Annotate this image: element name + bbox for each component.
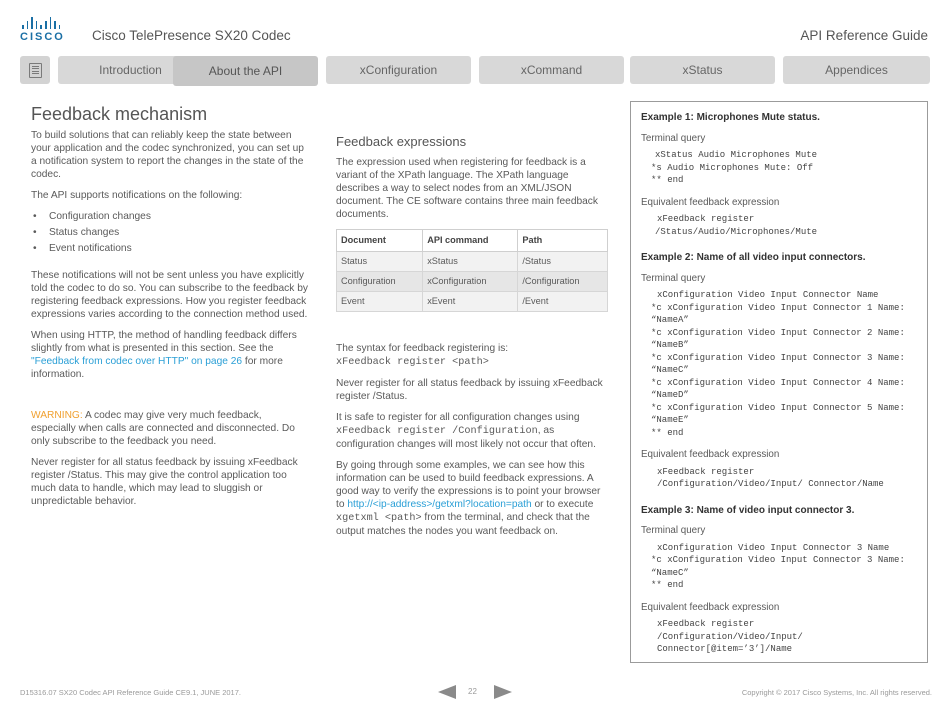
examples-paragraph <box>336 459 611 538</box>
safe-text-b: , as configuration changes will most likely not occur that often. <box>336 425 596 450</box>
equivalent-label: Equivalent feedback expression <box>641 449 780 460</box>
table-cell: xEvent <box>423 292 518 312</box>
code-line: xStatus Audio Microphones Mute <box>655 150 818 160</box>
product-title: Cisco TelePresence SX20 Codec <box>92 28 291 43</box>
example-3 <box>641 505 917 656</box>
intro-paragraph: To build solutions that can reliably keep the state between your application and the codec synchronized, you can set up a notification system to report the changes in the state of the codec. <box>31 130 304 180</box>
code-line: ** end <box>651 580 684 590</box>
examples-text-a: By going through some examples, we can see how this information can be used to build feedback expressions. A good way to verify the expressions is to point your browser to <box>336 460 601 510</box>
tab-about-the-api[interactable]: About the API <box>173 56 318 86</box>
terminal-query-label: Terminal query <box>641 525 706 536</box>
safe-code: xFeedback register /Configuration <box>336 426 538 437</box>
table-row <box>337 292 608 312</box>
notification-list <box>31 210 309 255</box>
code-line: xFeedback register /Status/Audio/Microphones/Mute <box>655 214 818 237</box>
terminal-query-code <box>641 542 917 592</box>
table-cell: Event <box>337 292 423 312</box>
feedback-expressions-section <box>336 135 611 546</box>
table-cell: /Configuration <box>518 272 608 292</box>
example-title: Example 2: Name of all video input connectors. <box>641 252 866 263</box>
getxml-link[interactable]: http://<ip-address>/getxml?location=path <box>347 499 532 510</box>
status-warning-paragraph: Never register for all status feedback by issuing xFeedback register /Status. This may give the control application too much data to handle, which may lead to sluggish or unpredictable behavior. <box>31 457 298 507</box>
syntax-text: The syntax for feedback registering is: <box>336 343 509 354</box>
equivalent-code <box>641 213 917 238</box>
equivalent-label: Equivalent feedback expression <box>641 601 780 613</box>
table-cell: /Event <box>518 292 608 312</box>
examples-text-c: from the terminal, and check that the output matches the nodes you want feedback on. <box>336 512 590 537</box>
example-title: Example 1: Microphones Mute status. <box>641 112 820 123</box>
next-page-arrow-icon[interactable] <box>494 685 512 699</box>
warning-label: WARNING: <box>31 410 83 421</box>
list-item: • Configuration changes <box>31 210 309 223</box>
code-line: *c xConfiguration Video Input Connector 3 Name: “NameC” <box>651 352 911 375</box>
code-line: xConfiguration Video Input Connector 3 Name <box>657 542 890 553</box>
code-line: *c xConfiguration Video Input Connector 2 Name: “NameB” <box>651 327 911 350</box>
never-register-paragraph: Never register for all status feedback by issuing xFeedback register /Status. <box>336 378 603 402</box>
safe-text-a: It is safe to register for all configuration changes using <box>336 412 580 423</box>
table-header-row <box>337 230 608 252</box>
safe-register-paragraph <box>336 411 611 451</box>
code-line: ** end <box>651 427 684 438</box>
code-line: xConfiguration Video Input Connector Name <box>657 290 879 300</box>
table-cell: Configuration <box>337 272 423 292</box>
table-row <box>337 272 608 292</box>
code-line: *c xConfiguration Video Input Connector 4 Name: “NameD” <box>651 377 911 400</box>
examples-text-b: or to execute <box>531 499 594 510</box>
previous-page-arrow-icon[interactable] <box>438 685 456 699</box>
table-header: Path <box>518 230 608 252</box>
example-title: Example 3: Name of video input connector 3. <box>641 504 855 516</box>
http-paragraph-text: When using HTTP, the method of handling feedback differs slightly from what is presented in this section. See the <box>31 330 297 354</box>
pager <box>438 684 518 700</box>
terminal-query-code <box>641 289 917 439</box>
code-line: *c xConfiguration Video Input Connector 3 Name: “NameC” <box>651 555 911 578</box>
examples-box <box>630 101 928 663</box>
guide-title: API Reference Guide <box>800 28 928 43</box>
example-1 <box>641 112 917 238</box>
section-title: Feedback expressions <box>336 134 467 149</box>
tab-xconfiguration[interactable]: xConfiguration <box>326 56 471 84</box>
code-line: xFeedback register /Configuration/Video/Input/ Connector[@item=’3’]/Name <box>657 619 809 654</box>
document-id: D15316.07 SX20 Codec API Reference Guide CE9.1, JUNE 2017. <box>20 688 241 697</box>
code-line: *c xConfiguration Video Input Connector 1 Name: “NameA” <box>651 302 911 325</box>
top-nav <box>20 56 930 86</box>
cisco-logo-text: CISCO <box>20 31 65 43</box>
list-item: • Status changes <box>31 226 309 239</box>
terminal-query-label: Terminal query <box>641 132 706 144</box>
warning-paragraph <box>31 409 309 448</box>
table-cell: xStatus <box>423 252 518 272</box>
equivalent-label: Equivalent feedback expression <box>641 196 780 208</box>
table-cell: Status <box>337 252 423 272</box>
http-paragraph <box>31 329 309 381</box>
terminal-query-label: Terminal query <box>641 272 706 284</box>
http-feedback-link[interactable]: "Feedback from codec over HTTP" on page 26 <box>31 356 243 367</box>
tab-appendices[interactable]: Appendices <box>783 56 930 84</box>
syntax-paragraph <box>336 342 611 369</box>
table-header: Document <box>337 230 423 252</box>
code-line: *c xConfiguration Video Input Connector 5 Name: “NameE” <box>651 402 911 425</box>
cisco-logo <box>20 17 64 43</box>
code-line: xFeedback register /Configuration/Video/Input/ Connector/Name <box>657 466 884 489</box>
tab-xcommand[interactable]: xCommand <box>479 56 624 84</box>
tab-introduction[interactable]: Introduction <box>58 56 203 84</box>
page-title: Feedback mechanism <box>31 104 208 124</box>
table-row <box>337 252 608 272</box>
code-line: *s Audio Microphones Mute: Off <box>651 162 814 173</box>
terminal-query-code <box>641 149 917 187</box>
document-icon <box>29 63 42 78</box>
copyright: Copyright © 2017 Cisco Systems, Inc. All rights reserved. <box>741 688 932 697</box>
http-paragraph-end: for more information. <box>31 356 283 380</box>
getxml-code: xgetxml <path> <box>336 513 422 524</box>
table-header: API command <box>423 230 518 252</box>
example-2 <box>641 252 917 491</box>
feedback-documents-table <box>336 229 608 312</box>
subscription-paragraph: These notifications will not be sent unless you have explicitly told the codec to do so. You can subscribe to the feedback by registering feedback expressions. How you register feedback expressions varies according to the connection method used. <box>31 270 308 320</box>
code-line: ** end <box>651 175 684 185</box>
equivalent-code <box>641 618 917 656</box>
table-cell: /Status <box>518 252 608 272</box>
notifications-intro: The API supports notifications on the following: <box>31 190 243 201</box>
warning-text: A codec may give very much feedback, especially when calls are connected and disconnected. Do only subscribe to the feedback you need. <box>31 410 295 447</box>
table-cell: xConfiguration <box>423 272 518 292</box>
list-item: • Event notifications <box>31 242 309 255</box>
equivalent-code <box>641 466 917 491</box>
syntax-code: xFeedback register <path> <box>336 357 489 368</box>
tab-xstatus[interactable]: xStatus <box>630 56 775 84</box>
toc-button[interactable] <box>20 56 50 84</box>
xpath-paragraph: The expression used when registering for feedback is a variant of the XPath language. The XPath language describes a way to select nodes from an XML/JSON document. The CE software contains three main feedback documents. <box>336 157 598 220</box>
page-number: 22 <box>468 687 477 696</box>
cisco-logo-bars-icon <box>22 17 64 29</box>
feedback-mechanism-section <box>31 104 309 516</box>
